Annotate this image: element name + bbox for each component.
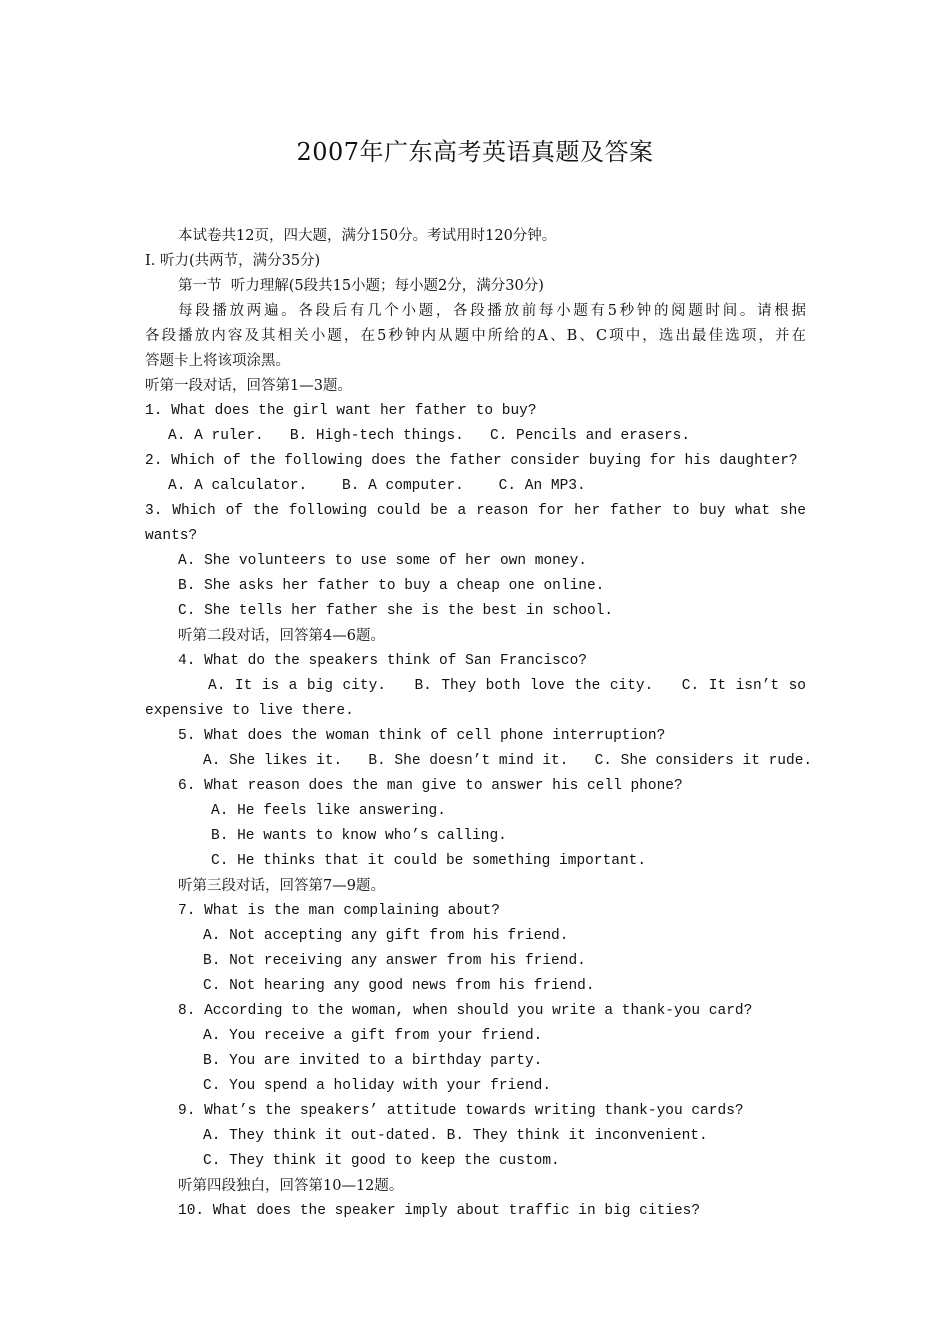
group-heading-1: 听第一段对话，回答第1—3题。: [145, 378, 352, 394]
question-9-options-ab: A. They think it out-dated. B. They think it inconvenient.: [203, 1128, 708, 1144]
question-8-option-b: B. You are invited to a birthday party.: [203, 1053, 543, 1069]
section-heading: 第一节 听力理解(5段共15小题；每小题2分，满分30分): [178, 278, 544, 294]
question-6: 6. What reason does the man give to answer his cell phone?: [178, 778, 683, 794]
question-9-option-c: C. They think it good to keep the custom.: [203, 1153, 560, 1169]
question-4: 4. What do the speakers think of San Francisco?: [178, 653, 587, 669]
question-9: 9. What’s the speakers’ attitude towards writing thank-you cards?: [178, 1103, 744, 1119]
question-4-options-line-1: A. It is a big city. B. They both love the city. C. It isn’t so: [208, 678, 806, 694]
question-3-line-1: 3. Which of the following could be a reason for her father to buy what she: [145, 503, 806, 519]
question-1-options: A. A ruler. B. High-tech things. C. Pencils and erasers.: [168, 428, 691, 444]
group-heading-3: 听第三段对话，回答第7—9题。: [178, 878, 385, 894]
question-7-option-c: C. Not hearing any good news from his friend.: [203, 978, 595, 994]
question-7-option-b: B. Not receiving any answer from his friend.: [203, 953, 586, 969]
group-heading-4: 听第四段独白，回答第10—12题。: [178, 1178, 404, 1194]
question-2-options: A. A calculator. B. A computer. C. An MP3.: [168, 478, 586, 494]
question-5-options: A. She likes it. B. She doesn’t mind it. C. She considers it rude.: [203, 753, 813, 769]
question-7: 7. What is the man complaining about?: [178, 903, 500, 919]
question-2: 2. Which of the following does the father consider buying for his daughter?: [145, 453, 798, 469]
part-heading: I. 听力(共两节，满分35分): [145, 253, 321, 269]
question-6-option-b: B. He wants to know who’s calling.: [211, 828, 507, 844]
question-5: 5. What does the woman think of cell phone interruption?: [178, 728, 666, 744]
question-3-option-a: A. She volunteers to use some of her own money.: [178, 553, 587, 569]
question-8-option-c: C. You spend a holiday with your friend.: [203, 1078, 552, 1094]
question-3-line-2: wants?: [145, 528, 198, 544]
page-title: 2007年广东高考英语真题及答案: [296, 138, 654, 166]
instructions-line-3: 答题卡上将该项涂黑。: [145, 353, 290, 369]
question-6-option-a: A. He feels like answering.: [211, 803, 446, 819]
question-1: 1. What does the girl want her father to buy?: [145, 403, 537, 419]
exam-intro: 本试卷共12页，四大题，满分150分。考试用时120分钟。: [178, 228, 557, 244]
question-6-option-c: C. He thinks that it could be something important.: [211, 853, 647, 869]
instructions-line-1: 每段播放两遍。各段后有几个小题，各段播放前每小题有5秒钟的阅题时间。请根据: [178, 303, 806, 319]
question-8: 8. According to the woman, when should you write a thank-you card?: [178, 1003, 753, 1019]
instructions-line-2: 各段播放内容及其相关小题，在5秒钟内从题中所给的A、B、C项中，选出最佳选项，并在: [145, 328, 806, 344]
group-heading-2: 听第二段对话，回答第4—6题。: [178, 628, 385, 644]
question-3-option-b: B. She asks her father to buy a cheap one online.: [178, 578, 605, 594]
question-7-option-a: A. Not accepting any gift from his friend.: [203, 928, 569, 944]
question-10: 10. What does the speaker imply about traffic in big cities?: [178, 1203, 701, 1219]
question-4-options-line-2: expensive to live there.: [145, 703, 354, 719]
question-3-option-c: C. She tells her father she is the best in school.: [178, 603, 614, 619]
question-8-option-a: A. You receive a gift from your friend.: [203, 1028, 543, 1044]
